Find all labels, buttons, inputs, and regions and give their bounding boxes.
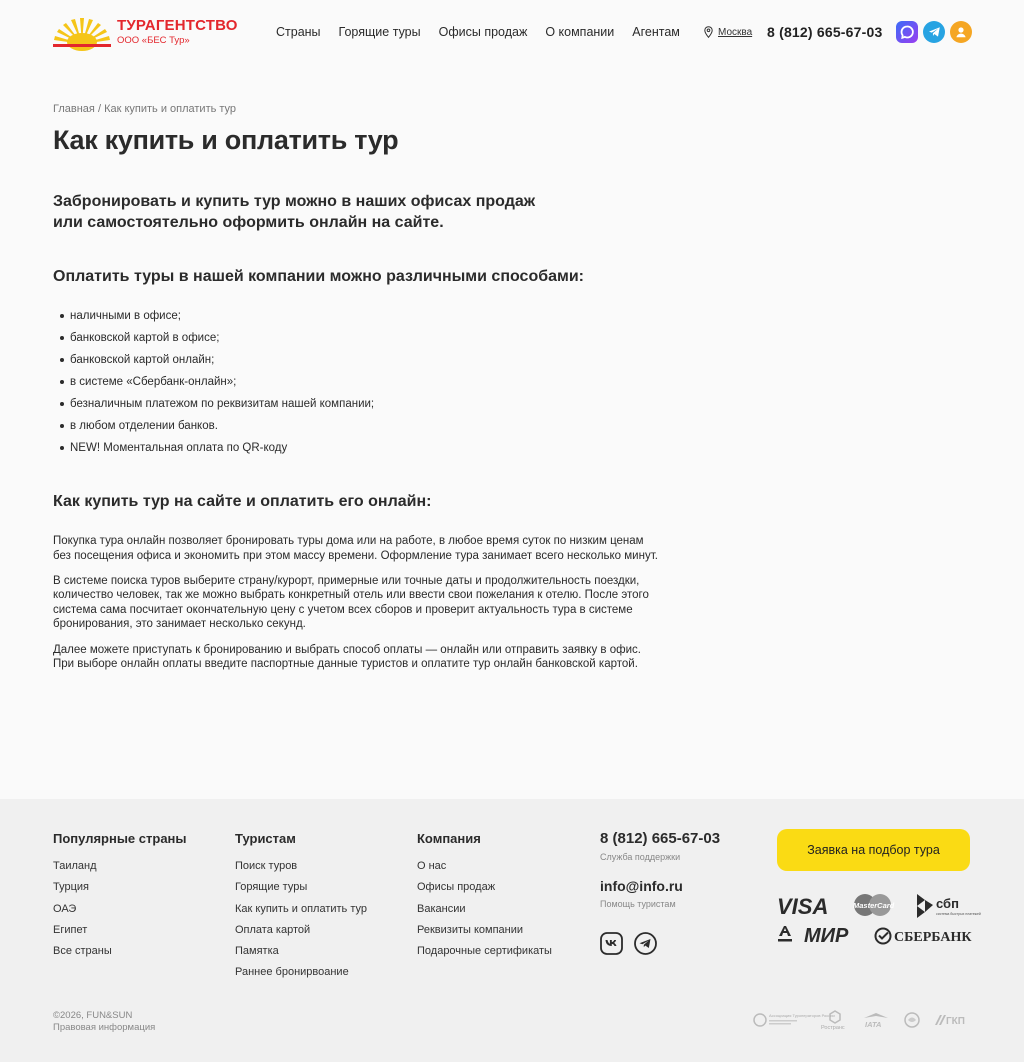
paragraph: В системе поиска туров выберите страну/курорт, примерные или точные даты и продолжительность поездки, количество человек, так же можно выбрать конкретный отель или ввести свои пожелания к отелю. После этого система сама посчитает окончательную цену с учетом всех сборов и проверит актуальность тура в системе бронирования, это занимает несколько секунд.: [53, 574, 649, 631]
lead-line-1: Забронировать и купить тур можно в наших офисах продаж: [53, 193, 536, 210]
main-nav: [276, 25, 698, 39]
nav-hot-tours[interactable]: Горящие туры: [338, 25, 421, 39]
footer-link[interactable]: Поиск туров: [235, 860, 298, 872]
footer-phone-hint: Служба поддержки: [600, 852, 681, 862]
copyright-text: ©2026, FUN&SUN: [53, 1010, 133, 1021]
footer-link[interactable]: Все страны: [53, 945, 112, 958]
lead-text: [53, 191, 613, 233]
list-item: в системе «Сбербанк-онлайн»;: [53, 375, 374, 397]
header-phone[interactable]: 8 (812) 665-67-03: [767, 24, 883, 40]
payment-heading: Оплатить туры в нашей компании можно различными способами:: [53, 268, 584, 285]
mastercard-logo-icon: [853, 894, 895, 916]
footer-link[interactable]: Египет: [53, 923, 88, 936]
footer-col-title: Компания: [417, 831, 481, 846]
svg-text:Ространс: Ространс: [821, 1025, 845, 1031]
footer-link[interactable]: ОАЭ: [53, 902, 77, 915]
rostrans-logo-icon: [820, 1009, 850, 1031]
svg-text:MasterCard: MasterCard: [853, 901, 895, 910]
user-account-icon[interactable]: [950, 21, 972, 43]
gkp-logo-icon: [934, 1012, 972, 1028]
breadcrumb-home[interactable]: Главная: [53, 103, 95, 115]
city-name: Москва: [718, 26, 753, 38]
footer-link[interactable]: Реквизиты компании: [417, 923, 524, 936]
site-footer: [0, 799, 1024, 1062]
footer-col-title: Популярные страны: [53, 831, 187, 846]
footer-col-company: [417, 831, 552, 965]
logo-title: ТУРАГЕНТСТВО: [117, 17, 238, 34]
paragraph: Далее можете приступать к бронированию и выбрать способ оплаты — онлайн или отправить заявку в офис. При выборе онлайн оплаты введите паспортные данные туристов и оплатите тур онлайн банковской картой.: [53, 643, 641, 671]
nav-countries[interactable]: Страны: [276, 25, 321, 39]
article-body: [53, 534, 663, 682]
footer-contacts: [600, 830, 720, 909]
footer-social: [600, 932, 657, 955]
footer-email-hint: Помощь туристам: [600, 899, 676, 909]
partner-logos: [752, 1009, 972, 1031]
lead-line-2: или самостоятельно оформить онлайн на сайте.: [53, 214, 444, 231]
telegram-footer-icon[interactable]: [634, 932, 657, 955]
nav-offices[interactable]: Офисы продаж: [438, 25, 528, 39]
payment-methods-list: [53, 309, 374, 463]
logo-subtitle: ООО «БЕС Тур»: [117, 35, 190, 46]
footer-link[interactable]: О нас: [417, 860, 447, 872]
svg-text:VISA: VISA: [777, 894, 829, 919]
footer-link[interactable]: Подарочные сертификаты: [417, 945, 552, 958]
svg-text:система быстрых платежей: система быстрых платежей: [936, 912, 981, 916]
list-item: банковской картой в офисе;: [53, 331, 374, 353]
footer-link[interactable]: Таиланд: [53, 860, 97, 872]
city-selector[interactable]: [704, 26, 752, 38]
sbp-logo-icon: [917, 894, 981, 918]
iata-logo-icon: [862, 1010, 890, 1030]
footer-email[interactable]: info@info.ru: [600, 878, 683, 894]
list-item: наличными в офисе;: [53, 309, 374, 331]
header-social: [896, 21, 972, 43]
footer-link[interactable]: Раннее бронирвоание: [235, 966, 349, 979]
footer-col-countries: [53, 831, 187, 965]
ator-logo-icon: [752, 1010, 835, 1030]
footer-phone[interactable]: 8 (812) 665-67-03: [600, 830, 721, 847]
svg-text:СБЕРБАНК: СБЕРБАНК: [894, 930, 972, 945]
site-header: [0, 0, 1024, 66]
footer-link[interactable]: Оплата картой: [235, 923, 311, 936]
list-item: NEW! Моментальная оплата по QR-коду: [53, 441, 374, 463]
payment-logos: [777, 890, 981, 956]
svg-text:IATA: IATA: [865, 1020, 882, 1029]
nav-agents[interactable]: Агентам: [632, 25, 680, 39]
alfa-bank-logo-icon: [778, 926, 792, 942]
list-item: безналичным платежом по реквизитам нашей компании;: [53, 397, 374, 419]
visa-logo-icon: [777, 894, 828, 919]
legal-info-link[interactable]: Правовая информация: [53, 1022, 156, 1033]
sun-logo-icon: [53, 14, 111, 50]
mir-logo-icon: [804, 925, 849, 947]
tour-request-button[interactable]: Заявка на подбор тура: [777, 829, 970, 871]
footer-link[interactable]: Вакансии: [417, 902, 466, 915]
online-heading: Как купить тур на сайте и оплатить его онлайн:: [53, 493, 432, 510]
max-messenger-icon[interactable]: [896, 21, 918, 43]
nav-about[interactable]: О компании: [545, 25, 615, 39]
page-title: Как купить и оплатить тур: [53, 125, 399, 155]
list-item: в любом отделении банков.: [53, 419, 374, 441]
footer-col-tourists: [235, 831, 367, 987]
footer-copyright: [53, 1010, 155, 1034]
svg-text:сбп: сбп: [936, 896, 959, 911]
svg-text:ГКП: ГКП: [946, 1016, 965, 1027]
footer-link[interactable]: Турция: [53, 881, 89, 894]
logo[interactable]: [53, 14, 238, 50]
sberbank-logo-icon: [876, 929, 973, 946]
breadcrumb: [53, 103, 236, 115]
emblem-logo-icon: [902, 1010, 922, 1030]
paragraph: Покупка тура онлайн позволяет бронировать туры дома или на работе, в любое время суток по низким ценам без посещения офиса и экономить при этом массу времени. Оформление тура занимает всего несколько минут.: [53, 535, 658, 562]
location-pin-icon: [704, 26, 713, 38]
footer-link[interactable]: Горящие туры: [235, 881, 308, 894]
svg-text:МИР: МИР: [804, 925, 849, 947]
breadcrumb-separator: /: [97, 103, 105, 115]
svg-text:Ассоциация Туроператоров Росси: Ассоциация Туроператоров России: [769, 1013, 835, 1018]
footer-link[interactable]: Памятка: [235, 945, 279, 958]
telegram-icon[interactable]: [923, 21, 945, 43]
footer-link[interactable]: Как купить и оплатить тур: [235, 902, 367, 915]
footer-col-title: Туристам: [235, 831, 296, 846]
list-item: банковской картой онлайн;: [53, 353, 374, 375]
breadcrumb-current: Как купить и оплатить тур: [104, 103, 237, 115]
vk-icon[interactable]: [600, 932, 623, 955]
footer-link[interactable]: Офисы продаж: [417, 881, 496, 894]
